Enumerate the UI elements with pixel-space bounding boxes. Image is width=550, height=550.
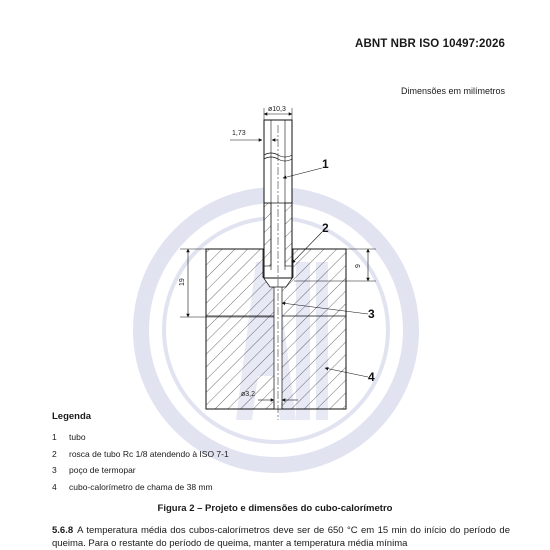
legend-text: rosca de tubo Rc 1/8 atendendo à ISO 7-1 (69, 449, 229, 459)
callout-2: 2 (322, 221, 329, 235)
callout-1: 1 (322, 157, 329, 171)
legend-text: poço de termopar (69, 465, 136, 475)
clause-paragraph (52, 524, 510, 550)
legend-number: 4 (52, 482, 57, 492)
standard-header: ABNT NBR ISO 10497:2026 (355, 38, 505, 50)
legend-item (52, 482, 213, 492)
callout-4: 4 (368, 370, 375, 384)
label-well-diameter: ø3,2 (241, 391, 256, 398)
label-tube-diameter: ø10,3 (268, 106, 286, 113)
legend-item (52, 465, 136, 475)
label-wall: 1,73 (232, 130, 246, 137)
legend-number: 3 (52, 465, 57, 475)
clause-number: 5.6.8 (52, 525, 74, 536)
label-height: 19 (179, 278, 186, 286)
figure-caption: Figura 2 – Projeto e dimensões do cubo-calorímetro (157, 503, 393, 514)
legend-item (52, 432, 86, 442)
legend-item (52, 449, 229, 459)
legend-number: 2 (52, 449, 57, 459)
legend-text: tubo (69, 432, 86, 442)
units-note: Dimensões em milímetros (400, 86, 505, 96)
clause-body: A temperatura média dos cubos-calorímetros deve ser de 650 °C em 15 min do início do período de queima. Para o restante do período de queima, manter a temperatura média mínima (52, 525, 510, 549)
label-depth: 9 (355, 264, 362, 268)
legend-number: 1 (52, 432, 57, 442)
callout-3: 3 (368, 307, 375, 321)
legend-text: cubo-calorímetro de chama de 38 mm (69, 482, 213, 492)
legend-title: Legenda (52, 411, 92, 422)
